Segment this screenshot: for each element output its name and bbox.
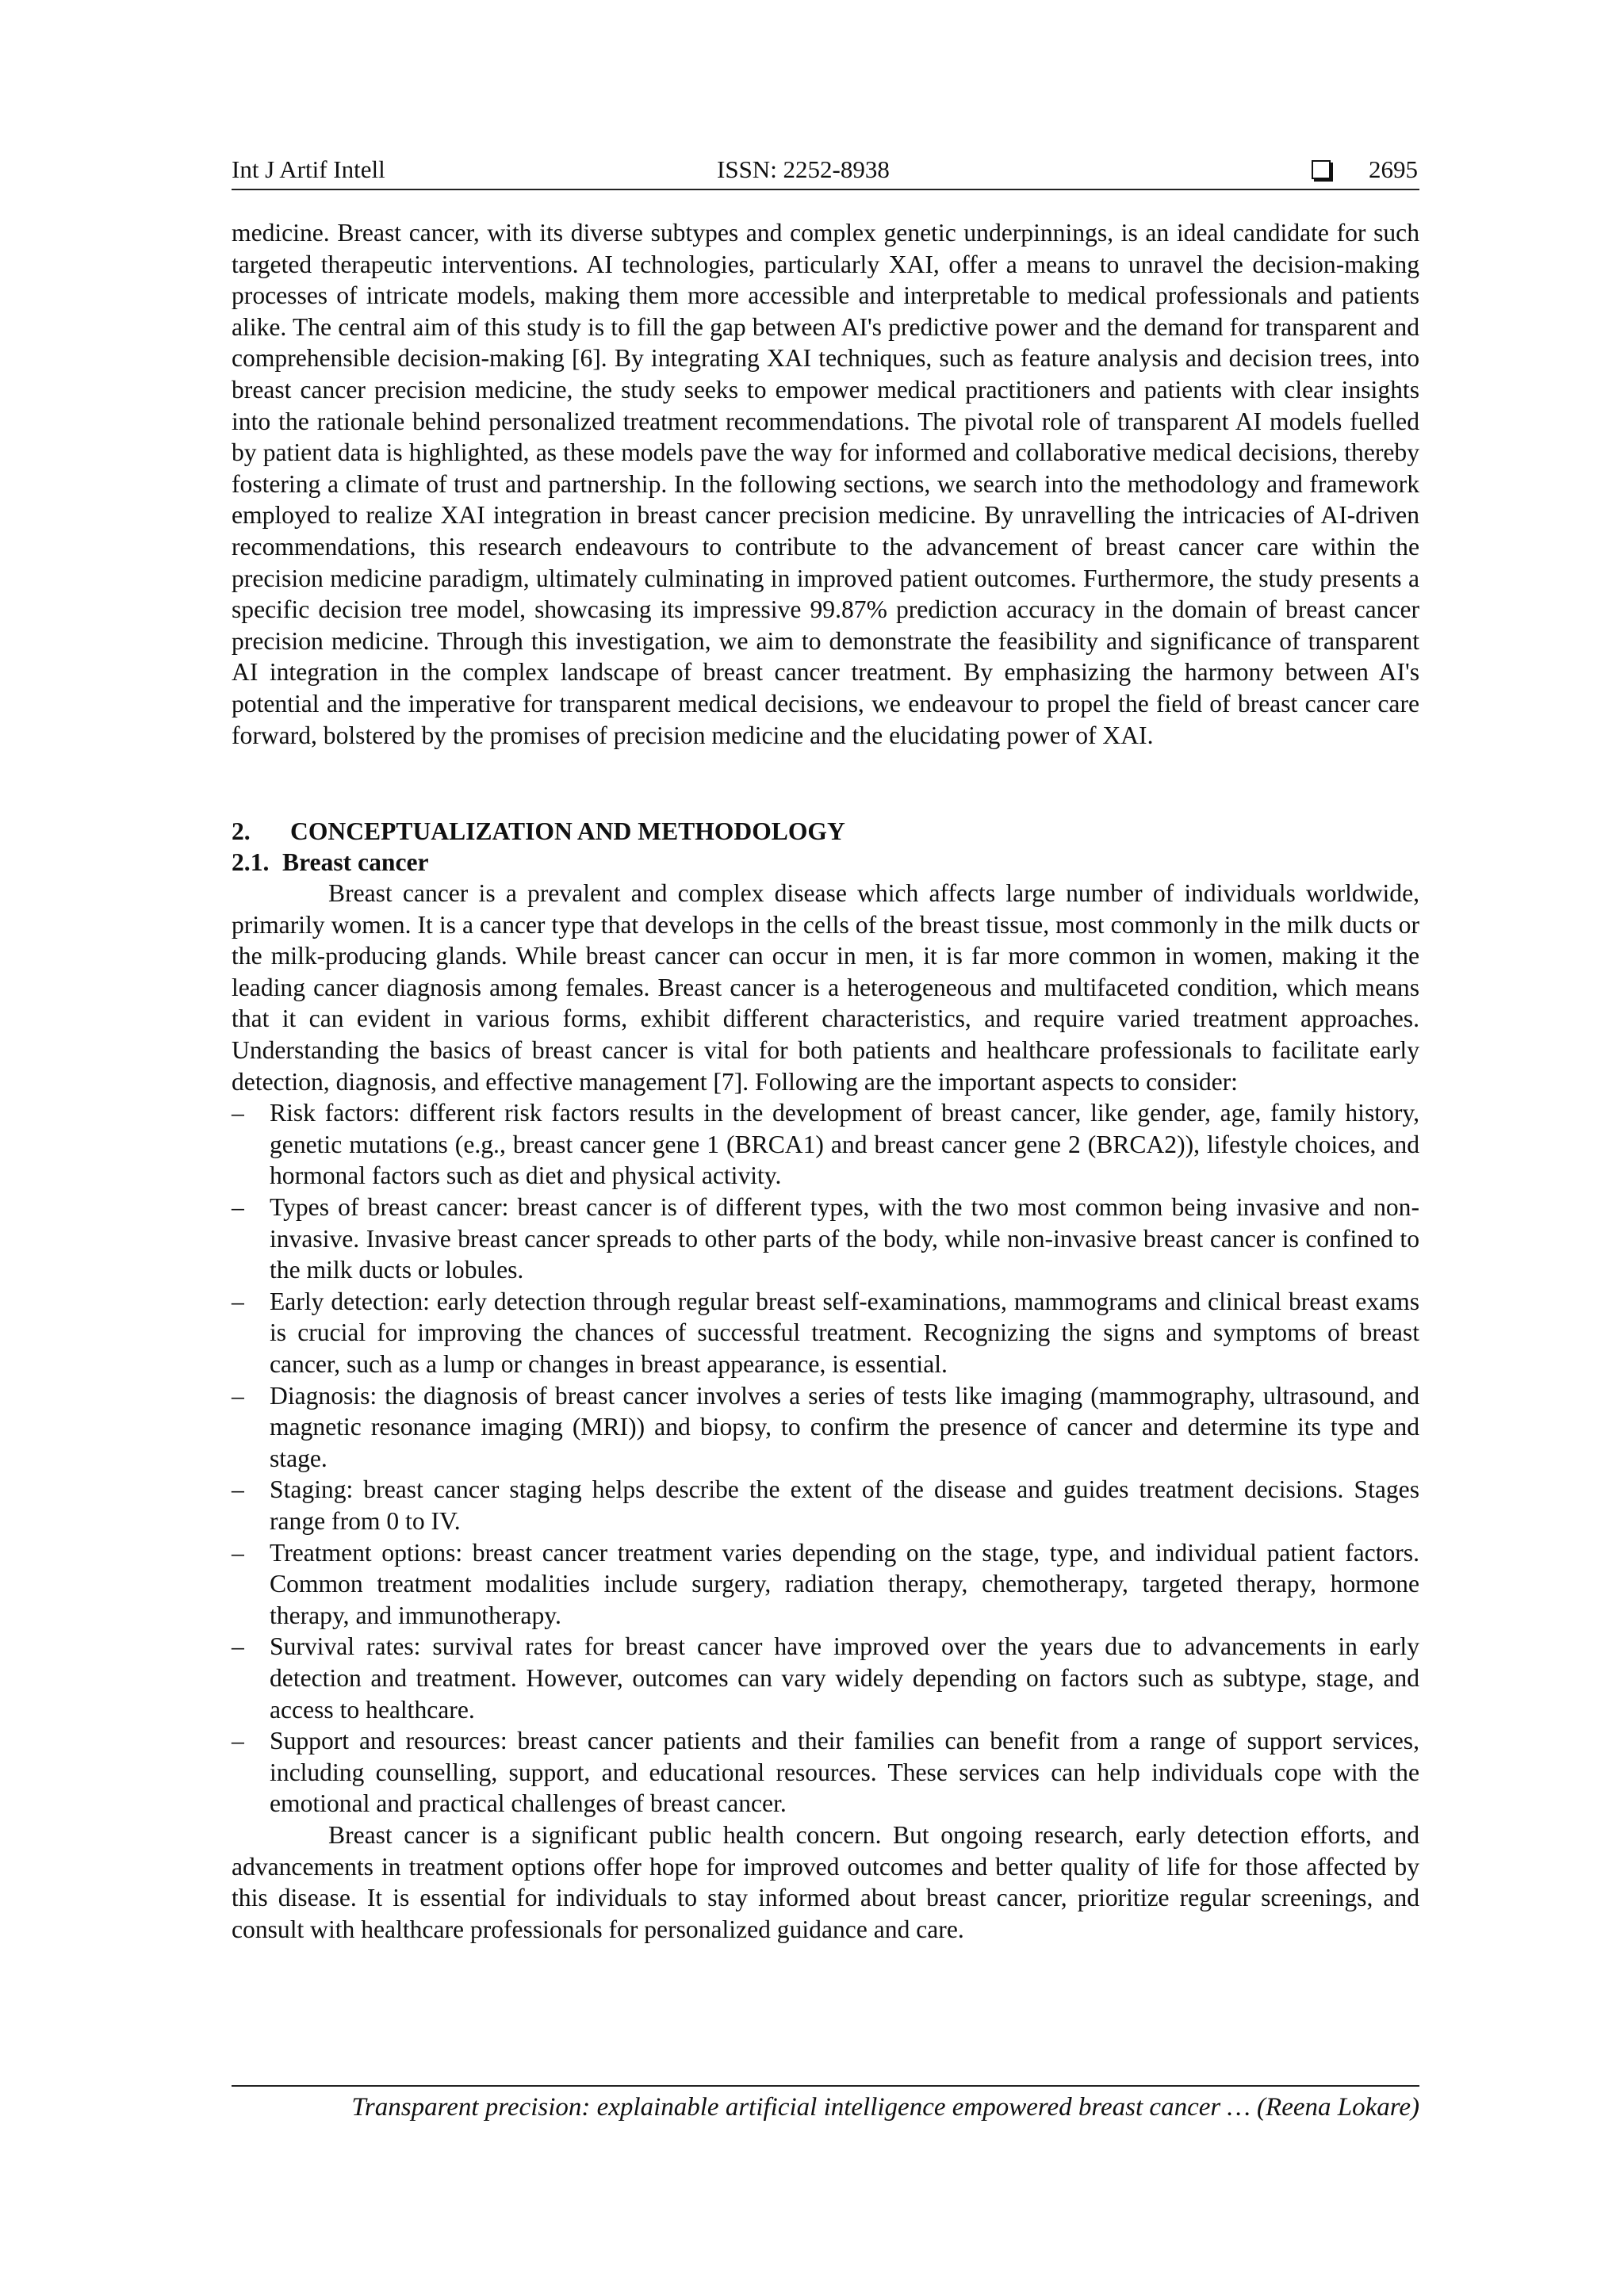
list-item [232,1192,1419,1286]
intro-paragraph: medicine. Breast cancer, with its diverse subtypes and complex genetic underpinnings, is an ideal candidate for such targeted therapeutic interventions. AI technologies, particularly XAI, offer a means to unravel the decision-making processes of intricate models, making them more accessible and interpretable to medical professionals and patients alike. The central aim of this study is to fill the gap between AI's predictive power and the demand for transparent and comprehensible decision-making [6]. By integrating XAI techniques, such as feature analysis and decision trees, into breast cancer precision medicine, the study seeks to empower medical practitioners and patients with clear insights into the rationale behind personalized treatment recommendations. The pivotal role of transparent AI models fuelled by patient data is highlighted, as these models pave the way for informed and collaborative medical decisions, thereby fostering a climate of trust and partnership. In the following sections, we search into the methodology and framework employed to realize XAI integration in breast cancer precision medicine. By unravelling the intricacies of AI-driven recommendations, this research endeavours to contribute to the advancement of breast cancer care within the precision medicine paradigm, ultimately culminating in improved patient outcomes. Furthermore, the study presents a specific decision tree model, showcasing its impressive 99.87% prediction accuracy in the domain of breast cancer precision medicine. Through this investigation, we aim to demonstrate the feasibility and significance of transparent AI integration in the complex landscape of breast cancer treatment. By emphasizing the harmony between AI's potential and the imperative for transparent medical decisions, we endeavour to propel the field of breast cancer care forward, bolstered by the promises of precision medicine and the elucidating power of XAI. [232,219,1419,749]
aspects-list [232,1097,1419,1820]
dash-marker: – [232,1538,244,1567]
list-item [232,1474,1419,1536]
dash-marker: – [232,1632,244,1661]
page-number: 2695 [1369,155,1418,183]
list-item [232,1537,1419,1632]
list-item-text: Staging: breast cancer staging helps describe the extent of the disease and guides treatment decisions. Stages range from 0 to IV. [270,1475,1419,1535]
dash-marker: – [232,1475,244,1504]
list-item [232,1286,1419,1380]
running-header [232,154,1419,190]
running-footer: Transparent precision: explainable artificial intelligence empowered breast cancer … (Reena Lokare) [232,2085,1419,2122]
list-item-text: Risk factors: different risk factors results in the development of breast cancer, like gender, age, family history, genetic mutations (e.g., breast cancer gene 1 (BRCA1) and breast cancer gene 2 (BRCA2)), lifestyle choices, and hormonal factors such as diet and physical activity. [270,1099,1419,1190]
list-item-text: Treatment options: breast cancer treatment varies depending on the stage, type, and individual patient factors. Common treatment modalities include surgery, radiation therapy, chemotherapy, targeted therapy, hormone therapy, and immunotherapy. [270,1538,1419,1629]
section-title: CONCEPTUALIZATION AND METHODOLOGY [290,817,845,846]
list-item-text: Early detection: early detection through regular breast self-examinations, mammograms and clinical breast exams is crucial for improving the chances of successful treatment. Recognizing the signs and symptoms of breast cancer, such as a lump or changes in breast appearance, is essential. [270,1287,1419,1378]
dash-marker: – [232,1381,244,1410]
issn: ISSN: 2252-8938 [717,155,890,183]
page-body [232,217,1419,1945]
list-item [232,1097,1419,1192]
section-number: 2. [232,817,251,846]
dash-marker: – [232,1287,244,1315]
list-item-text: Diagnosis: the diagnosis of breast cancer involves a series of tests like imaging (mammography, ultrasound, and magnetic resonance imaging (MRI)) and biopsy, to confirm the presence of cancer and determine its type and stage. [270,1381,1419,1472]
section-heading [232,816,1419,847]
list-item [232,1725,1419,1820]
journal-name: Int J Artif Intell [232,155,385,183]
body-paragraph-2: Breast cancer is a significant public health concern. But ongoing research, early detection efforts, and advancements in treatment options offer hope for improved outcomes and better quality of life for those affected by this disease. It is essential for individuals to stay informed about breast cancer, prioritize regular screenings, and consult with healthcare professionals for personalized guidance and care. [232,1820,1419,1943]
paper-page [232,0,1419,2296]
subsection-title: Breast cancer [282,848,429,877]
list-item-text: Survival rates: survival rates for breast cancer have improved over the years due to advancements in early detection and treatment. However, outcomes can vary widely depending on factors such as subtype, stage, and access to healthcare. [270,1632,1419,1724]
dash-marker: – [232,1727,244,1755]
dash-marker: – [232,1193,244,1222]
list-item [232,1631,1419,1725]
body-paragraph-1: Breast cancer is a prevalent and complex disease which affects large number of individuals worldwide, primarily women. It is a cancer type that develops in the cells of the breast tissue, most commonly in the milk ducts or the milk-producing glands. While breast cancer can occur in men, it is far more common in women, making it the leading cancer diagnosis among females. Breast cancer is a heterogeneous and multifaceted condition, which means that it can evident in various forms, exhibit different characteristics, and require varied treatment approaches. Understanding the basics of breast cancer is vital for both patients and healthcare professionals to facilitate early detection, diagnosis, and effective management [7]. Following are the important aspects to consider: [232,879,1419,1096]
subsection-heading [232,847,1419,878]
box-icon [1312,160,1331,179]
subsection-number: 2.1. [232,848,270,877]
list-item [232,1380,1419,1475]
dash-marker: – [232,1099,244,1127]
list-item-text: Types of breast cancer: breast cancer is of different types, with the two most common being invasive and non-invasive. Invasive breast cancer spreads to other parts of the body, while non-invasive breast cancer is confined to the milk ducts or lobules. [270,1193,1419,1284]
list-item-text: Support and resources: breast cancer patients and their families can benefit from a range of support services, including counselling, support, and educational resources. These services can help individuals cope with the emotional and practical challenges of breast cancer. [270,1727,1419,1818]
